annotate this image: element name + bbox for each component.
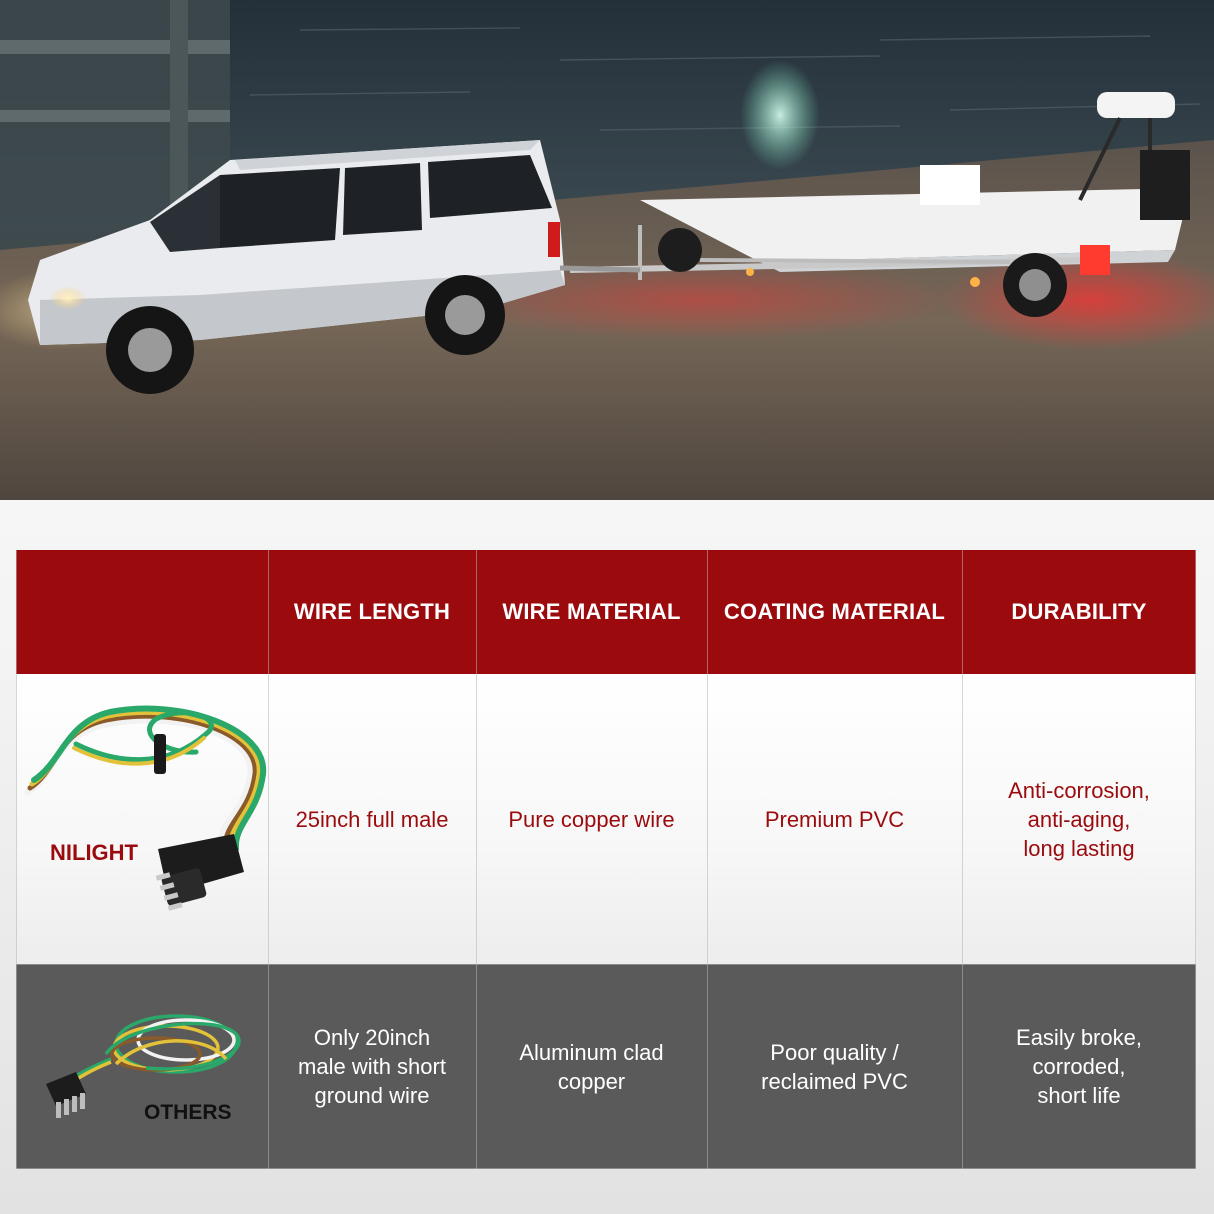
table-row-others <box>16 964 1196 1169</box>
column-divider <box>962 550 963 1169</box>
tangled-wire-icon <box>16 964 268 1169</box>
header-coating-material: COATING MATERIAL <box>723 599 946 624</box>
column-divider <box>476 550 477 1169</box>
column-divider <box>268 550 269 1169</box>
nilight-wire-material: Pure copper wire <box>508 806 675 832</box>
brand-label-nilight: NILIGHT <box>50 840 138 865</box>
header-durability: DURABILITY <box>1011 599 1147 624</box>
nilight-durability: Anti-corrosion, anti-aging, long lasting <box>1008 777 1150 861</box>
header-brand-cell <box>16 550 268 674</box>
column-divider <box>1195 550 1196 1169</box>
others-coating-material: Poor quality / reclaimed PVC <box>761 1039 908 1094</box>
wire-harness-icon <box>16 674 268 964</box>
row-divider <box>16 1168 1196 1169</box>
hero-photo <box>0 0 1214 500</box>
others-durability: Easily broke, corroded, short life <box>1016 1025 1142 1108</box>
hero-scene <box>0 0 1214 500</box>
nilight-coating-material: Premium PVC <box>764 806 905 832</box>
others-wire-length: Only 20inch male with short ground wire <box>298 1025 446 1108</box>
column-divider <box>707 550 708 1169</box>
brand-label-others: OTHERS <box>144 1101 232 1124</box>
nilight-wire-length: 25inch full male <box>295 806 449 832</box>
table-header-row <box>16 550 1196 674</box>
row-divider <box>16 964 1196 965</box>
header-wire-material: WIRE MATERIAL <box>502 599 681 624</box>
table-row-nilight <box>16 674 1196 964</box>
others-wire-material: Aluminum clad copper <box>519 1039 664 1094</box>
others-product-cell <box>16 964 268 1169</box>
nilight-product-cell <box>16 674 268 964</box>
comparison-table <box>16 550 1196 1169</box>
column-divider <box>16 550 17 1169</box>
header-wire-length: WIRE LENGTH <box>293 599 451 624</box>
